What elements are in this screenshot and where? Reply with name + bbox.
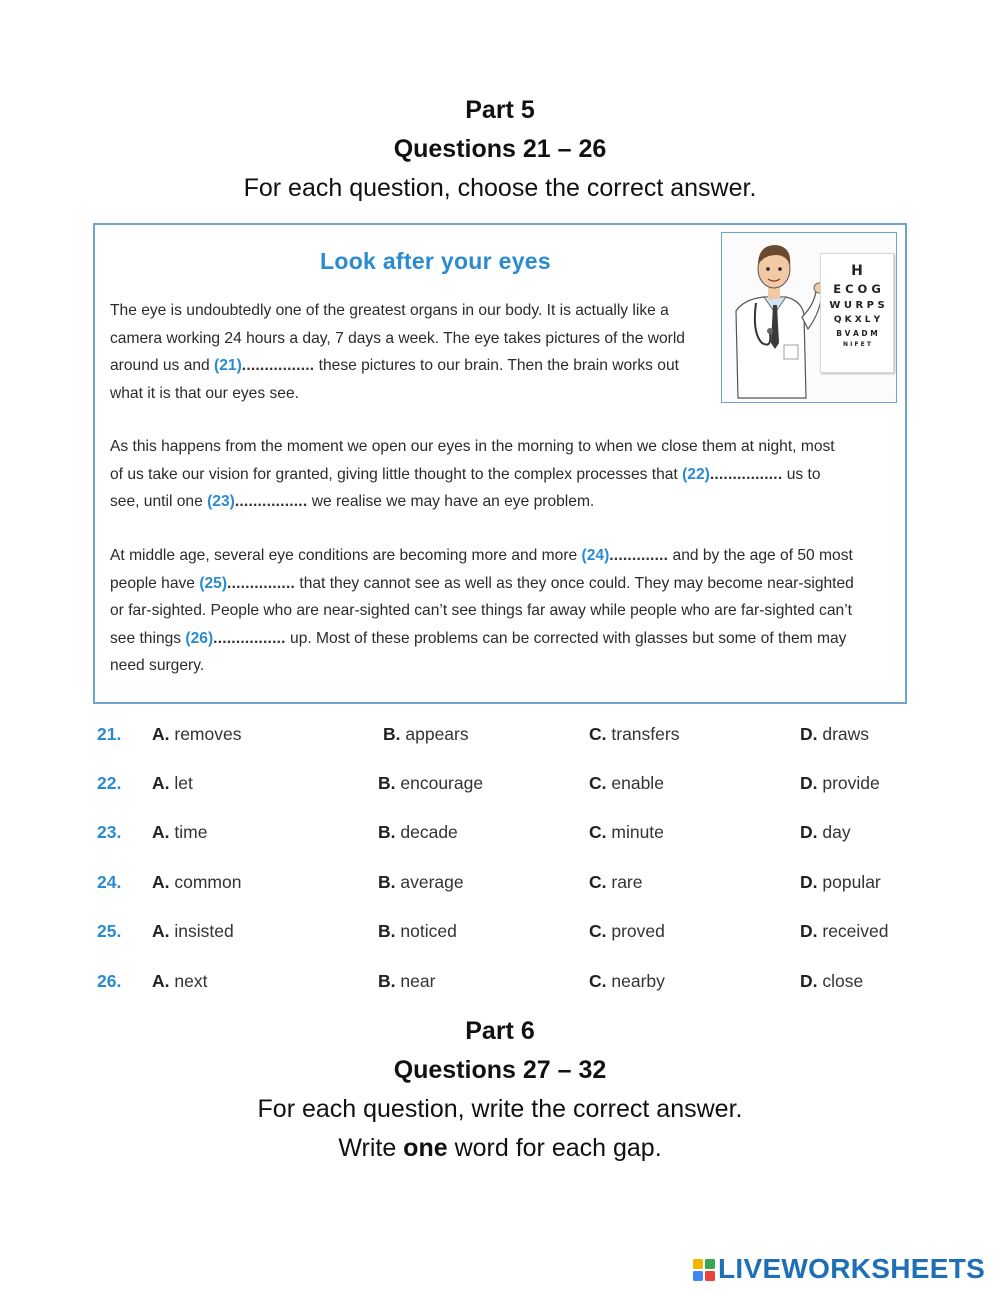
p2-line-2: of us take our vision for granted, giving little thought to the complex processes that (22)................ us to (110, 465, 821, 483)
gap-23-label: (23) (207, 493, 235, 510)
p2-line-1: As this happens from the moment we open our eyes in the morning to when we close them at night, most (110, 438, 835, 455)
option-c[interactable]: C. nearby (589, 971, 665, 991)
question-row-26 (0, 971, 1000, 1001)
p3-line-4: see things (26)................ up. Most of these problems can be corrected with glasses but some of them may (110, 629, 847, 647)
passage-paragraph-2 (110, 433, 835, 516)
passage-paragraph-3 (110, 542, 854, 680)
option-d[interactable]: D. draws (800, 724, 870, 744)
part6-questions-range: Questions 27 – 32 (393, 1056, 607, 1084)
eye-chart-row-6: N I F E T (843, 341, 871, 348)
part5-heading: Part 5 (465, 96, 535, 124)
eye-chart (820, 253, 894, 373)
option-d[interactable]: D. popular (800, 872, 881, 892)
part5-questions-range: Questions 21 – 26 (393, 135, 607, 163)
option-c[interactable]: C. rare (589, 872, 643, 892)
gap-22-label: (22) (682, 465, 710, 483)
option-a[interactable]: A. let (152, 773, 193, 793)
option-a[interactable]: A. common (152, 872, 242, 892)
question-row-24 (0, 872, 1000, 902)
gap-24-label: (24) (581, 547, 610, 564)
question-row-21 (0, 724, 1000, 754)
question-number: 26. (97, 971, 122, 991)
doctor-illustration (721, 232, 897, 403)
p2-line-3: see, until one (23)................ we realise we may have an eye problem. (110, 493, 595, 510)
gap-21[interactable]: ................ (241, 357, 315, 374)
part6-heading: Part 6 (465, 1017, 535, 1045)
option-a[interactable]: A. removes (152, 724, 242, 744)
option-d[interactable]: D. received (800, 921, 889, 941)
gap-26-label: (26) (185, 629, 214, 647)
p1-line-4: what it is that our eyes see. (110, 384, 299, 402)
question-number: 23. (97, 822, 122, 842)
eye-chart-row-1: H (851, 263, 863, 279)
eye-chart-row-2: E C O G (833, 282, 881, 296)
option-d[interactable]: D. close (800, 971, 864, 991)
doctor-icon (724, 233, 824, 403)
p3-line-5: need surgery. (110, 657, 205, 674)
logo-text: LIVEWORKSHEETS (718, 1253, 986, 1284)
option-d[interactable]: D. day (800, 822, 851, 842)
option-a[interactable]: A. insisted (152, 921, 234, 941)
option-b[interactable]: B. average (378, 872, 464, 892)
liveworksheets-logo[interactable] (693, 1253, 993, 1285)
question-row-23 (0, 822, 1000, 852)
part5-instruction: For each question, choose the correct answer. (243, 174, 757, 202)
option-b[interactable]: B. appears (383, 724, 469, 744)
option-d[interactable]: D. provide (800, 773, 880, 793)
p1-line-2: camera working 24 hours a day, 7 days a week. The eye takes pictures of the world (110, 329, 685, 347)
option-c[interactable]: C. transfers (589, 724, 680, 744)
gap-22[interactable]: ................ (709, 465, 783, 483)
option-b[interactable]: B. noticed (378, 921, 457, 941)
question-number: 25. (97, 921, 122, 941)
question-number: 24. (97, 872, 122, 892)
liveworksheets-logo-icon (693, 1259, 715, 1281)
option-b[interactable]: B. near (378, 971, 436, 991)
gap-21-label: (21) (214, 357, 242, 374)
question-row-25 (0, 921, 1000, 951)
eye-chart-row-3: W U R P S (829, 299, 885, 311)
gap-25-label: (25) (199, 574, 228, 592)
question-number: 22. (97, 773, 122, 793)
p1-line-1: The eye is undoubtedly one of the greatest organs in our body. It is actually like a (110, 302, 669, 319)
eye-chart-row-4: Q K X L Y (833, 314, 881, 325)
p3-line-2: people have (25)............... that they cannot see as well as they once could. They may become near-sighted (110, 574, 854, 592)
passage-title: Look after your eyes (320, 248, 551, 274)
option-c[interactable]: C. enable (589, 773, 664, 793)
p1-line-3: around us and (21)................ these pictures to our brain. Then the brain works out (110, 357, 679, 374)
gap-23[interactable]: ................ (234, 493, 308, 510)
gap-24[interactable]: ............. (609, 547, 669, 564)
part6-instruction-2: Write one word for each gap. (338, 1134, 662, 1162)
question-number: 21. (97, 724, 122, 744)
p3-line-1: At middle age, several eye conditions are becoming more and more (24)............. and by the age of 50 most (110, 547, 853, 564)
option-a[interactable]: A. time (152, 822, 208, 842)
passage-paragraph-1 (110, 297, 685, 407)
option-c[interactable]: C. minute (589, 822, 664, 842)
question-row-22 (0, 773, 1000, 803)
option-b[interactable]: B. encourage (378, 773, 484, 793)
option-a[interactable]: A. next (152, 971, 208, 991)
gap-25[interactable]: ............... (227, 574, 296, 592)
p3-line-3: or far-sighted. People who are near-sighted can’t see things far away while people who are far-sighted can’t (110, 602, 852, 619)
option-b[interactable]: B. decade (378, 822, 458, 842)
option-c[interactable]: C. proved (589, 921, 665, 941)
part6-instruction: For each question, write the correct answer. (257, 1095, 743, 1123)
gap-26[interactable]: ................ (213, 629, 286, 647)
eye-chart-row-5: B V A D M (836, 328, 878, 338)
